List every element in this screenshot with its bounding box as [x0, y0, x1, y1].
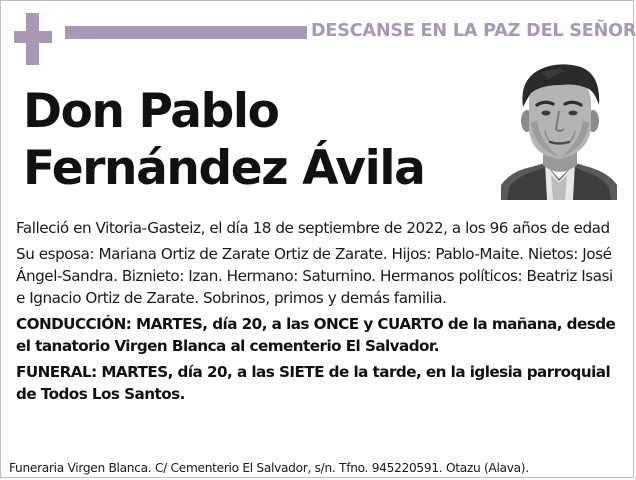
deceased-name — [23, 83, 493, 197]
notice-body — [16, 217, 626, 405]
deceased-name-line-2: Fernández Ávila — [23, 141, 425, 196]
death-info-paragraph: Falleció en Vitoria-Gasteiz, el día 18 de septiembre de 2022, a los 96 años de edad — [16, 219, 610, 237]
funeral-paragraph: FUNERAL: MARTES, día 20, a las SIETE de la tarde, en la iglesia parroquial de Todos Los Santos. — [16, 363, 611, 403]
header-rule — [65, 26, 307, 39]
latin-cross-icon — [14, 13, 52, 65]
conduccion-paragraph: CONDUCCIÓN: MARTES, día 20, a las ONCE y CUARTO de la mañana, desde el tanatorio Virgen Blanca al cementerio El Salvador. — [16, 315, 616, 355]
portrait-photo — [501, 63, 617, 200]
deceased-name-line-1: Don Pablo — [23, 84, 279, 139]
funeral-home-footer: Funeraria Virgen Blanca. C/ Cementerio El Salvador, s/n. Tfno. 945220591. Otazu (Alava). — [9, 461, 529, 475]
rest-in-peace-heading: DESCANSE EN LA PAZ DEL SEÑOR — [311, 21, 636, 41]
family-paragraph: Su esposa: Mariana Ortiz de Zarate Ortiz de Zarate. Hijos: Pablo-Maite. Nietos: José Ángel-Sandra. Biznieto: Izan. Hermano: Saturnino. Hermanos políticos: Beatriz Isasi e Ignacio Ortiz de Zarate. Sobrinos, primos y demás familia. — [16, 245, 613, 307]
